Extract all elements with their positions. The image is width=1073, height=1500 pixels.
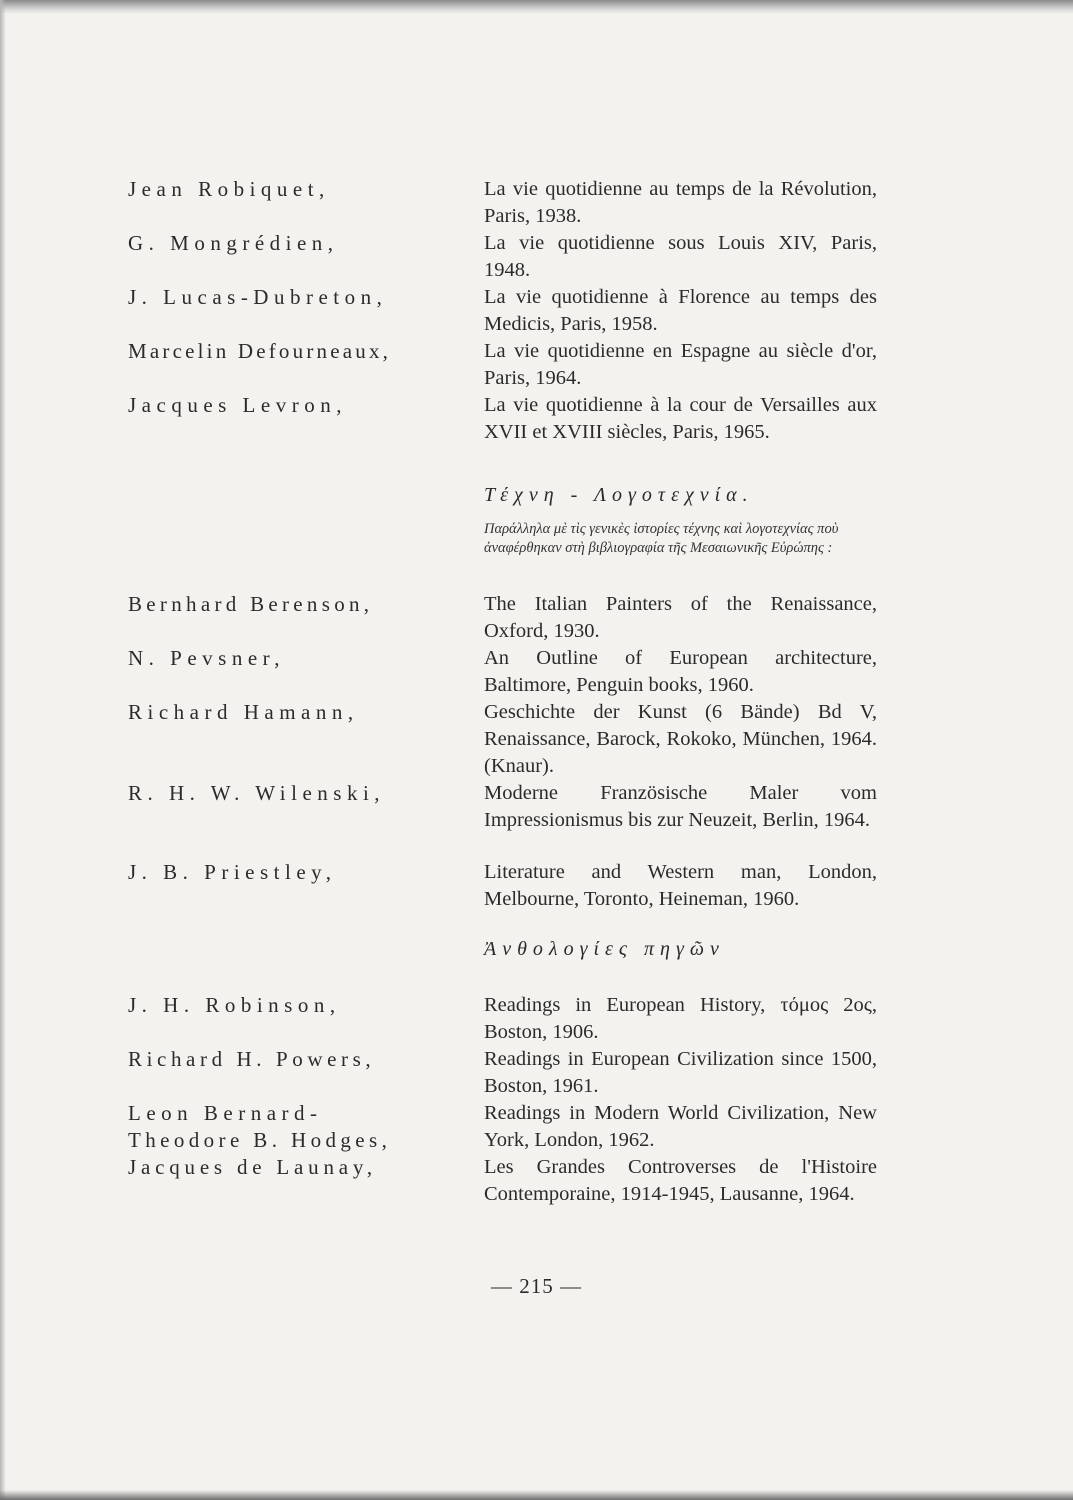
entry-work: La vie quotidienne à Florence au temps des Medicis, Paris, 1958. [484,286,877,335]
entry-author: R. H. W. Wilenski, [128,781,386,805]
section-heading-art: Τέχνη - Λογοτεχνία. [484,484,754,506]
entry-author: J. Lucas-Dubreton, [128,285,388,309]
entry-author: Richard H. Powers, [128,1047,376,1071]
entry-work: La vie quotidienne au temps de la Révolution, Paris, 1938. [484,178,877,227]
entry-work: La vie quotidienne à la cour de Versailles aux XVII et XVIII siècles, Paris, 1965. [484,394,877,443]
entry-author: N. Pevsner, [128,646,286,670]
entry-author: Jacques Levron, [128,393,347,417]
entry-author-line1: Leon Bernard- [128,1101,323,1125]
entry-work: La vie quotidienne en Espagne au siècle d'or, Paris, 1964. [484,340,877,389]
section-note-art: Παράλληλα μὲ τὶς γενικὲς ἱστορίες τέχνης καὶ λογοτεχνίας ποὺ ἀναφέρθηκαν στὴ βιβλιογραφία τῆς Μεσαιωνικῆς Εὐρώπης : [484,521,839,556]
entry-work: The Italian Painters of the Renaissance, Oxford, 1930. [484,593,877,642]
page-number: — 215 — [491,1274,582,1298]
entry-author: Jacques de Launay, [128,1155,377,1179]
entry-author: Richard Hamann, [128,700,359,724]
section-heading-sources: Ἀνθολογίες πηγῶν [484,938,725,960]
entry-work: La vie quotidienne sous Louis XIV, Paris, 1948. [484,232,877,281]
entry-work: Readings in European History, τόμος 2ος, Boston, 1906. [484,994,877,1043]
entry-author: Bernhard Berenson, [128,592,374,616]
entry-work: Readings in European Civilization since 1500, Boston, 1961. [484,1048,877,1097]
entry-author: J. H. Robinson, [128,993,341,1017]
scan-bottom-edge [0,1490,1073,1500]
entry-author: G. Mongrédien, [128,231,339,255]
entry-author-line2: Theodore B. Hodges, [128,1128,392,1152]
entry-work: Geschichte der Kunst (6 Bände) Bd V, Renaissance, Barock, Rokoko, München, 1964. (Knaur). [484,701,877,777]
entry-work: Readings in Modern World Civilization, New York, London, 1962. [484,1102,877,1151]
entry-work: Literature and Western man, London, Melbourne, Toronto, Heineman, 1960. [484,861,877,910]
entry-author: Jean Robiquet, [128,177,330,201]
entry-work: An Outline of European architecture, Baltimore, Penguin books, 1960. [484,647,877,696]
entry-work: Les Grandes Controverses de l'Histoire Contemporaine, 1914-1945, Lausanne, 1964. [484,1156,877,1205]
scan-top-edge [0,0,1073,14]
entry-author: Marcelin Defourneaux, [128,339,392,363]
entry-work: Moderne Französische Maler vom Impressionismus bis zur Neuzeit, Berlin, 1964. [484,782,877,831]
entry-author: J. B. Priestley, [128,860,337,884]
